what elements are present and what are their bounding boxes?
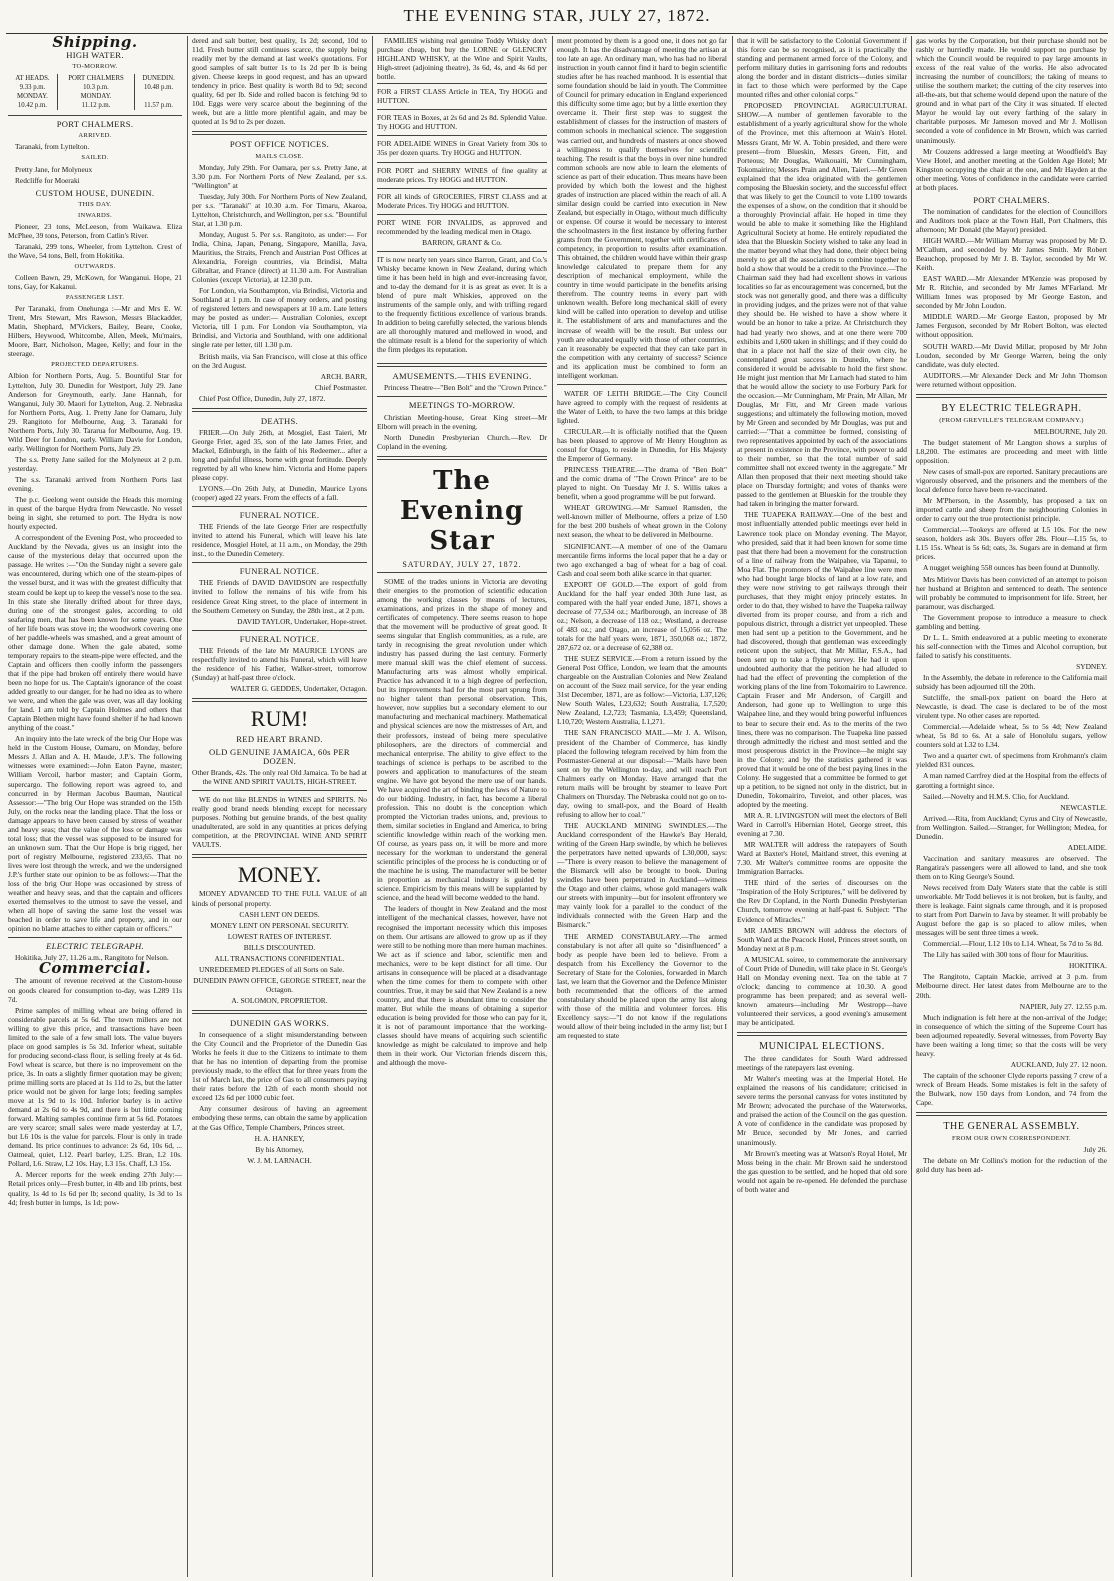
news-paragraph: The s.s. Taranaki arrived from Northern Ports last evening. <box>8 474 182 494</box>
ad-paragraph: Any consumer desirous of having an agreement embodying these terms, can obtain the same by application at the Gas Office, Temple Chambers, Princes street. <box>192 1104 367 1132</box>
news-paragraph: CIRCULAR.—It is officially notified that the Queen has been pleased to approve of Mr Henry Houghton as consul for Otago, to reside in Dunedin, for His Majesty the Emperor of Germany. <box>557 426 727 464</box>
telegram: Vaccination and sanitary measures are observed. The Rangatira's passengers were all allowed to land, and she took them on to King George's Sound. <box>916 853 1107 881</box>
news-paragraph: MR WALTER will address the ratepayers of South Ward at Baxter's Hotel, Maitland street, this evening at 7.30. Mr Walter's committee rooms are opposite the Immigration Barracks. <box>737 840 907 877</box>
shipping-item: Redcliffe for Moeraki <box>15 175 80 185</box>
column-divider <box>372 36 373 1577</box>
masthead: THE EVENING STAR, JULY 27, 1872. <box>403 6 711 25</box>
dateline: HOKITIKA. <box>1069 961 1107 971</box>
shipping-item: Colleen Bawn, 29, McKown, for Wanganui. Hope, 21 tons, Gay, for Kakanui. <box>8 272 182 292</box>
municipal-elections-heading: MUNICIPAL ELECTIONS. <box>759 1041 885 1053</box>
telegram: News received from Daly Waters state that the cable is still unworkable. Mr Todd believes it is not broken, but is faulty, and there is leakage. Faint signals came through, and it is proposed to start from Port Darwin to Java by steamer. It will probably be August before the gap is so placed to allow miles, when messages will be sent three times a week. <box>916 882 1107 938</box>
dateline: NAPIER, July 27. 12.55 p.m. <box>1019 1001 1107 1011</box>
money-heading: MONEY. <box>237 862 322 888</box>
news-paragraph: A correspondent of the Evening Post, who proceeded to Auckland by the Nevada, gives us an insight into the cause of the mysterious delay that occurred upon the passage. He writes :—"On the Sunday night a severe gale was encountered, during which one of the steam-pipes of the vessel burst, and it was with the greatest difficulty that steam could be kept up to keep the vessel's nose to the sea. In this state she literally drifted about for three days, during one of the strongest gales, according to old seafaring men, that has been known for some years. One of her life boats was stove in; the woodwork covering one of her paddle-wheels was smashed, and a great amount of other damage done. When the gale abated, some temporary repairs to the steam-pipe were effected, and the Captain and officers then coolly inform the passengers that if the pipe had broken off entirely there would have been no hope for us. The Captain's ignorance of the coast added greatly to our danger, for he had no idea as to where we were, and when the gale was over, was all day looking for land. I am told by Captain Holmes and others that Captain Blethen might have found shelter if he had known anything of the coast." <box>8 533 182 733</box>
notice-paragraph: THE Friends of DAVID DAVIDSON are respectfully invited to follow the remains of his wife from his residence Great King street, to the place of interment in the Southern Cemetery on Sunday, the 28th inst., at 2 p.m. <box>192 578 367 615</box>
divider <box>192 562 367 563</box>
notice-paragraph: FRIER.—On July 26th, at Mosgiel, East Taieri, Mr George Frier, aged 35, son of the late James Frier, and Mackel, Edinburgh, in the faith of his Redeemer... after a long and painful illness, borne with great fortitude. Deeply regretted by all who knew him. Victoria and Home papers please copy. <box>192 427 367 483</box>
outwards-label: OUTWARDS. <box>74 262 116 270</box>
news-paragraph: Hokitika, July 27, 11.26 a.m., Rangitoto for Nelson. <box>15 953 169 963</box>
column-divider <box>187 36 188 1577</box>
advertisement <box>377 162 547 188</box>
signature: Chief Postmaster. <box>314 382 367 392</box>
dateline: ADELAIDE. <box>1067 842 1107 852</box>
divider <box>8 115 182 116</box>
notice-paragraph: Tuesday, July 30th. For Northern Ports of New Zealand, per s.s. "Taranaki" at 10.30 a.m. For Timaru, Akaroa, Lyttelton, Christchurch, and Wellington, per s.s. "Bountiful Star, at 1.30 p.m. <box>192 191 367 228</box>
notice-paragraph: Monday, August 5. Per s.s. Rangitoto, as under:— For India, China, Japan, Penang, Singapore, Manilla, Java, Mauritius, the Straits, French and Austrian Post Offices at Alexandria, Foreign countries, via Brindisi, Malta Gibraltar, and France (direct) at 11.30 a.m. For Australian Colonies (except Victoria), at 12.30 p.m. <box>192 229 367 285</box>
editorial-paragraph: ment promoted by them is a good one, it does not go far enough. It has the disadvantage of meeting the artisan at too late an age. An ordinary man, who has had no liberal instruction in youth cannot find it hard to begin scientific studies after he has reached manhood. It is essential that some foundation should be laid in youth. The Committee of Council for primary education in England experienced this difficulty some time ago; but by a little exertion they overcame it. Their first step was to suggest the establishment of classes for the instruction of masters of common schools in mechanical science. The suggestion was carried out, and hundreds of masters at once showed a willingness to qualify themselves for scientific teaching. The result is that the boys in over nine hundred common schools are now able to learn the elements of science as part of their education. Thus means have been provided by which both the lowest and the highest grades of instruction are placed within the reach of all. A similar design could be carried into execution in New Zealand, but especially in Otago, without much difficulty or expense. Of course it would be necessary to interest the schoolmasters in the first instance by offering further grants from the Government, together with certificates of competency, in proportion to results after examination. This obtained, the children would have within their grasp knowledge calculated to prepare them for any description of mechanical employment, while the country in time would participate in the benefits arising therefrom. The country teems in every part with unknown wealth. Before long mechanical skill of every kind will be called into operation to develop and utilise it. The establishment of arts and manufactures and the increase of wealth will be the result. But unless our youth are educated equally with those of other countries, can it reasonably be expected that they can take part in the competition with any certainty of success? Science and its application must be combined to form an intelligent workman. <box>557 36 727 380</box>
divider <box>377 456 547 460</box>
news-paragraph: A. Mercer reports for the week ending 27th July:—Retail prices only—Fresh butter, in 4lb and 1lb prints, best quality, 1s 4d to 1s 6d per lb; second quality, 1s 3d to 1s 4d; fresh butter in lumps, 1s 1d; pow- <box>8 1170 182 1207</box>
ad-paragraph: IT is now nearly ten years since Barron, Grant, and Co.'s Whisky became known in New Zealand, during which time it has been held in high and ever-increasing favor, and to-day the demand for it is as great as ever. It is a blend of pure malt Whiskies, approved on the instruments of the sample only, and with trifling regard to the frequently fictitious excellence of various brands. In addition to being carefully selected, the various blends are all thoroughly matured and mellowed in wood, and the ultimate result is a blend for the superiority of which the firm pledges its reputation. <box>377 254 547 355</box>
ad-paragraph: FOR a FIRST CLASS Article in TEA, Try HOGG and HUTTON. <box>377 87 547 106</box>
telegram: Mrs Mirivor Davis has been convicted of an attempt to poison her husband at Brighton and sentenced to death. The sentence will probably be commuted to imprisonment for life. Street, her paramour, was discharged. <box>916 574 1107 611</box>
column-4 <box>557 36 727 1581</box>
column-2 <box>192 36 367 1581</box>
ad-paragraph: FOR all kinds of GROCERIES, FIRST CLASS and at Moderate Prices. Try HOGG and HUTTON. <box>377 191 547 210</box>
shipping-item: Taranaki, 299 tons, Wheeler, from Lyttelton. Crest of the Wave, 54 tons, Bell, from Hokitika. <box>8 241 182 260</box>
commercial-heading: Commercial. <box>38 959 152 978</box>
shipping-heading: Shipping. <box>52 36 138 51</box>
news-paragraph: Mr Brown's meeting was at Watson's Royal Hotel, Mr Moss being in the chair. Mr Brown said he understood the gas question to be settled, and he hoped that old sore would not again be re-opened. He defended the purchase of both water and <box>737 1148 907 1194</box>
advertisement <box>377 83 547 109</box>
notice-paragraph: For London, via Southampton, via Brindisi, Victoria and Southland at 1 p.m. In case of money orders, and posting of registered letters and newspapers at 10 a.m. Late letters may be posted as under:— Australian Colonies, except Victoria, till 1 p.m. For London via Southampton, via Brindisi, and Victoria and Southland, with one additional single rate per letter, till 1.30 p.m. <box>192 286 367 350</box>
rum-heading: RUM! <box>250 705 309 731</box>
tide-cell <box>135 92 182 101</box>
divider <box>192 506 367 507</box>
news-paragraph: THE SUEZ SERVICE.—From a return issued by the General Post Office, London, we learn that the amounts chargeable on the Australian Colonies and New Zealand on account of the Suez mail service, for the year ending 31st December, 1871, are as follow:—Victoria, L37,126; New South Wales, L23,632; South Australia, L7,520; New Zealand, L2,723; Tasmania, L3,459; Queensland, L10,720; Western Australia, L1,271. <box>557 654 727 727</box>
shipping-item: Taranaki, from Lyttelton. <box>15 142 90 152</box>
advertisement <box>377 188 547 214</box>
news-paragraph: The s.s. Pretty Jane sailed for the Molyneux at 2 p.m. yesterday. <box>8 454 182 473</box>
signature: DAVID TAYLOR, Undertaker, Hope-street. <box>237 616 367 626</box>
news-paragraph: PRINCESS THEATRE.—The drama of "Ben Bolt" and the comic drama of "The Crown Prince" are to be played to night. On Tuesday Mr J. S. Willis takes a benefit, when a good programme will be put forward. <box>557 465 727 502</box>
port-chalmers-heading: PORT CHALMERS. <box>973 194 1050 205</box>
signature: H. A. HANKEY, <box>254 1133 305 1143</box>
ad-line: DUNEDIN PAWN OFFICE, GEORGE STREET, near the Octagon. <box>193 975 366 994</box>
divider <box>192 790 367 791</box>
divider <box>916 394 1107 398</box>
news-paragraph: MR A. R. LIVINGSTON will meet the electors of Bell Ward in Carroll's Hibernian Hotel, George street, this evening at 7.30. <box>737 810 907 839</box>
post-office-heading: POST OFFICE NOTICES. <box>229 139 330 150</box>
notice-paragraph: Princess Theatre—"Ben Bolt" and the "Crown Prince." <box>384 383 547 393</box>
news-paragraph: EAST WARD.—Mr Alexander M'Kenzie was proposed by Mr R. Ritchie, and seconded by Mr James M'Farland. Mr William Innes was proposed by Mr George Easton, and seconded by Mr John Loudon. <box>916 274 1107 311</box>
mails-close-label: MAILS CLOSE. <box>255 152 304 160</box>
tide-cell: 11.12 p.m. <box>57 101 134 110</box>
ad-line: MONEY LENT ON PERSONAL SECURITY. <box>210 920 349 930</box>
news-paragraph: SOUTH WARD.—Mr David Millar, proposed by Mr John Loudon, seconded by Mr George Warren, being the only candidate, was duly elected. <box>916 341 1107 369</box>
signature: ARCH. BARR, <box>320 371 367 381</box>
news-paragraph: The nomination of candidates for the election of Councillors and Auditors took place at the Town Hall, Port Chalmers, this afternoon; Mr Donald (the Mayor) presided. <box>916 206 1107 234</box>
ad-paragraph: FOR PORT and SHERRY WINES of fine quality at moderate prices. Try HOGG and HUTTON. <box>377 165 547 184</box>
telegram: In the Assembly, the debate in reference to the California mail subsidy has been adjourned till the 20th. <box>916 673 1107 692</box>
editorial-paragraph: SOME of the trades unions in Victoria are devoting their energies to the promotion of scientific education among the working classes by means of lectures, examinations, and prizes in the shape of money and certificates of competency. There seems reason to hope that the movement will be productive of great good. It seems singular that English communities, as a rule, are tardy in recognising the great revolution under which industry has passed during the last century. Formerly mere manual skill was the chief element of success. Manufacturing arts was almost wholly empirical. Practice has advanced it to a high degree of perfection, but its improvements had for the most part sprung from no higher talent than personal observation. This, however, now supplies but a secondary element to our manufacturing and mechanical machinery. Mathematical and physical sciences are now the mistresses of Art, and their professors, instead of being mere speculative philosophers, are the directors of commercial and mechanical enterprise. The ability to give effect to the teachings of science is perhaps to be ascribed to the powers and application to manufactures of the steam engine. We have got beyond the mere use of our hands. We have acquired the art of binding the laws of Nature to do our bidding. Industry, in fact, has become a liberal profession. This no doubt is the conception which prompted the Victorian trades unions, and, previous to them, similar societies in England and America, to bring scientific knowledge within reach of the working men. Of course, as years pass on, it will be more and more necessary for the workman to understand the general scientific principles of the process he is conducting or of the machine he is using. The manufacturer will be better in proportion as mechanical industry is guided by science. Empiricism by this means will be supplanted by science, and the head will become wedded to the hand. <box>377 576 547 903</box>
tide-cell: MONDAY. <box>17 93 48 101</box>
ad-paragraph: FAMILIES wishing real genuine Toddy Whisky don't purchase cheap, but buy the LORNE or GLENCRY HIGHLAND WHISKY, at the Wine and Spirit Vaults, High-street (adjoining theatre), 3s 6d, 4s, and 4s 6d per bottle. <box>377 36 547 82</box>
signature: Chief Post Office, Dunedin, July 27, 1872. <box>199 393 326 403</box>
telegram: New cases of small-pox are reported. Sanitary precautions are vigorously observed, and the prisoners and the members of the local defence force have been re-vaccinated. <box>916 467 1107 495</box>
tide-cell: DUNEDIN. <box>135 74 182 83</box>
telegram: Two and a quarter cwt. of specimens from Krohmann's claim yielded 831 ounces. <box>916 751 1107 770</box>
column-divider <box>732 36 733 1577</box>
inwards-label: INWARDS. <box>77 211 113 219</box>
column-6 <box>916 36 1107 1581</box>
dateline: July 26. <box>1083 1145 1107 1155</box>
telegram: Arrived.—Rita, from Auckland; Cyrus and City of Newcastle, from Wellington. Sailed.—Stranger, for Wellington; Medea, for Dunedin. <box>916 813 1107 841</box>
rum-offer: OLD GENUINE JAMAICA, 60s PER DOZEN. <box>209 747 350 767</box>
news-paragraph: Mr Couzens addressed a large meeting at Woodfield's Bay View Hotel, and another meeting at the Golden Age Hotel; Mr Kingston occupying the chair at the one, and Mr Hayden at the other meeting. Votes of confidence in the candidate were carried at both places. <box>916 146 1107 192</box>
news-paragraph: that it will be satisfactory to the Colonial Government if this force can be so recognised, as it is practically the standing and permanent armed force of the Colony, and perform military duties in garrisoning forts and redoubts along the border and in distant districts—duties similar in fact to those which were performed by the Cape mounted rifles and other colonial corps." <box>737 36 907 100</box>
shipping-item: Pretty Jane, for Molyneux <box>15 164 93 174</box>
telegram: Sailed.—Novelty and H.M.S. Clio, for Auckland. <box>923 791 1070 801</box>
news-paragraph: The amount of revenue received at the Custom-house on goods cleared for consumption to-day, was L289 11s 7d. <box>8 976 182 1004</box>
ad-paragraph: MONEY ADVANCED TO THE FULL VALUE of all kinds of personal property. <box>192 889 367 908</box>
notice-paragraph: British mails, via San Francisco, will close at this office on the 3rd August. <box>192 351 367 370</box>
news-paragraph: The three candidates for South Ward addressed meetings of the ratepayers last evening. <box>737 1054 907 1073</box>
high-water-heading: HIGH WATER. <box>66 50 124 61</box>
general-assembly-heading: THE GENERAL ASSEMBLY. <box>943 1121 1080 1133</box>
divider <box>557 384 727 385</box>
passenger-list: Per Taranaki, from Onehunga :—Mr and Mrs E. W. Trent, Mrs Stewart, Mrs Rawson, Messrs Blackadder, Matin, Shephard, M'Vickers, Bailey, Beare, Cooke, Hilbers, Heywood, Whitcombe, Allen, Meek, Mu'mairs, Moore, Barr, Nicholson, Magee, Kelly; and four in the steerage. <box>8 304 182 359</box>
telegram: The Lily has sailed with 300 tons of flour for Mauritius. <box>923 950 1089 960</box>
telegraph-heading: BY ELECTRIC TELEGRAPH. <box>941 402 1082 414</box>
column-divider <box>911 36 912 1577</box>
news-paragraph: AUDITORS.—Mr Alexander Deck and Mr John Thomson were returned without opposition. <box>916 370 1107 389</box>
divider <box>192 630 367 631</box>
divider <box>737 1032 907 1036</box>
signature: W. J. M. LARNACH. <box>247 1155 312 1165</box>
ad-line: BILLS DISCOUNTED. <box>243 942 316 952</box>
notice-paragraph: Christian Meeting-house, Great King street—Mr Elborn will preach in the evening. <box>377 412 547 431</box>
news-paragraph: The p.c. Geelong went outside the Heads this morning in quest of the barque Hydra from Newcastle. No vessel being in sight, she returned to port. The Hydra is now hourly expected. <box>8 495 182 532</box>
ad-line: ALL TRANSACTIONS CONFIDENTIAL. <box>214 953 345 963</box>
telegram: A man named Carrfrey died at the Hospital from the effects of garotting a fortnight since. <box>916 771 1107 790</box>
advertisement <box>377 109 547 135</box>
news-paragraph: WATER OF LEITH BRIDGE.—The City Council have agreed to comply with the request of residents at the Water of Leith, to have the two lamps at this bridge lighted. <box>557 388 727 425</box>
news-paragraph: An inquiry into the late wreck of the brig Our Hope was held in the Custom House, Oamaru, on Monday, before Messrs J. Allan and A. H. Maude, J.P.'s. The following witnesses were examined:—John Eaton Payne, master; William Vercoil, harbor master; and Captain Gorm, supercargo. The following report was agreed to, and concurred in by Herman Jacobus Bauman, Nautical Assessor:—"The brig Our Hope was stranded on the 15th July, on the rocks near the landing place. That the loss or damage appears to have been caused by stress of weather and heavy seas; that the value of the loss or damage was total loss; that the vessel was supposed to be insured for an unknown sum. That the Our Hope is brig rigged, her port of registry Melbourne, registered 233,65. That no lives were lost through the wreck, and we the undersigned J.P.'s further state our opinion to be as follows:—That the loss of the brig Our Hope was occasioned by stress of weather and heavy seas, and that the captain and officers exerted themselves to the utmost to save the vessel, and when all hope of saving the same lost the vessel was beached in order to save life and property, and in our opinion no blame attaches to either captain or officers." <box>8 734 182 934</box>
port-chalmers-heading: PORT CHALMERS. <box>56 119 134 130</box>
ad-paragraph: FOR TEAS in Boxes, at 2s 6d and 2s 8d. Splendid Value. Try HOGG and HUTTON. <box>377 113 547 132</box>
telegram: Dr L. L. Smith endeavored at a public meeting to exonerate his self-connection with the Times and Alcohol corruption, but failed to satisfy his constituents. <box>916 632 1107 660</box>
divider <box>192 698 367 702</box>
news-paragraph: EXPORT OF GOLD.—The export of gold from Auckland for the half year ended 30th June last, as compared with the half year ended June, 1871, shows a decrease of 77,534 oz.; Marlborough, an increase of 38 oz.; Nelson, a decrease of 118 oz.; Westland, a decrease of 483 oz.; and Otago, an increase of 15,056 oz. The totals for the half years were, 1871, 350,068 oz.; 1872, 287,672 oz. or a decrease of 62,388 oz. <box>557 579 727 653</box>
advertisement <box>377 214 547 251</box>
divider <box>8 937 182 938</box>
divider <box>192 854 367 858</box>
ad-paragraph: FOR ADELAIDE WINES in Great Variety from 30s to 35s per dozen quarts. Try HOGG and HUTTON. <box>377 139 547 158</box>
news-paragraph: THE TUAPEKA RAILWAY.—One of the best and most influentially attended public meetings ever held in Lawrence took place on Monday evening. The Mayor, who presided, said that it had been known for some time past that there had been a movement for the construction of a line of railway from the Waipahee, via Tapanui, to Moa Flat. The promoters of the Waipahee line were men who had bought large blocks of land at a low rate, and they were now striving to get railways through their purchases, that they might enjoy princely estates. In order to do that, they wished to have the Tuapeka railway diverted from its proper course, and from a rich and populous district, through a district yet unpeopled. These men had sent up a petition to the Government, and he had discovered, though that gentleman was exceedingly reticent upon the subject, that Mr Millar, F.S.A., had been sent up to take a flying survey. He had it upon undoubted authority that the petition he had alluded to had had the effect of preventing the completion of the working plans of the line from Tokomairiro to Lawrence. Captain Fraser and Mr Anderson, of Cargill and Anderson, had gone up to Wellington to urge this Waipahee line, and they would bring powerful influences to bear to secure their end. As to the merits of the two lines, there was no comparison. The Tuapeka line passed through admittedly the richest and most settled and the most prosperous district in the Province—he might say in the Colony; and by the statistics gathered it was proved that it would be one of the best paying lines in the Colony. He suggested that a committee be formed to get up a petition, to be signed not only in the district, but in Dunedin, Tokomairiro, Tuveiot, and other places, was adopted by the meeting. <box>737 510 907 809</box>
dateline: MELBOURNE, July 20. <box>1033 426 1107 436</box>
telegram: The budget statement of Mr Langton shows a surplus of L8,200. The estimates are proceeding and meet with little opposition. <box>916 437 1107 465</box>
news-paragraph: A MUSICAL soiree, to commemorate the anniversary of Court Pride of Dunedin, will take place in St. George's Hall on Monday evening next. Tea on the table at 7 o'clock; dancing to commence at 10.30. A good programme has been prepared; and as several well-known amateurs—including Mr Westropp—have volunteered their services, a good evening's amusement may be anticipated. <box>737 954 907 1028</box>
tide-cell: PORT CHALMERS <box>57 74 134 83</box>
telegram: The Government propose to introduce a measure to check gambling and betting. <box>916 612 1107 631</box>
divider <box>916 1112 1107 1116</box>
ad-paragraph: WE do not like BLENDS in WINES and SPIRITS. No really good brand needs blending except for necessary purposes. Nothing but genuine brands, of the best quality unadulterated, are sold in any quantities at prices defying competition, at the PROVINCIAL WINE AND SPIRIT VAULTS. <box>192 795 367 850</box>
ad-paragraph: UNREDEEMED PLEDGES of all Sorts on Sale. <box>199 964 345 974</box>
electric-telegraph-heading: ELECTRIC TELEGRAPH. <box>46 941 144 952</box>
passenger-list-label: PASSENGER LIST. <box>65 294 125 302</box>
signature: By his Attorney, <box>255 1144 304 1154</box>
telegram: Sutcliffe, the small-pox patient on board the Hero at Newcastle, is dead. The case is declared to be of the most virulent type. No other cases are reported. <box>916 693 1107 721</box>
rum-brand: RED HEART BRAND. <box>236 733 323 744</box>
tide-cell: MONDAY. <box>57 92 134 101</box>
gas-works-heading: DUNEDIN GAS WORKS. <box>229 1017 330 1028</box>
telegram: Much indignation is felt here at the non-arrival of the Judge; in consequence of which the sitting of the Supreme Court has been adjourned repeatedly. Several witnesses, from Poverty Bay have been waiting a long time; so that the costs will be very heavy. <box>916 1012 1107 1058</box>
notice-paragraph: North Dunedin Presbyterian Church.—Rev. Dr Copland in the evening. <box>377 432 547 451</box>
tide-cell: 9.33 p.m. <box>19 84 46 92</box>
dateline: SATURDAY, JULY 27, 1872. <box>377 560 547 573</box>
notice-paragraph: Monday, July 29th. For Oamara, per s.s. Pretty Jane, at 3.30 p.m. For Northern Ports of New Zealand, per s.s. "Wellington" at <box>192 162 367 190</box>
funeral-notice-heading: FUNERAL NOTICE. <box>239 633 320 644</box>
ad-line: CASH LENT ON DEEDS. <box>239 909 320 919</box>
news-paragraph: gas works by the Corporation, but their purchase should not be rashly or hurriedly made. He would support no purchase by which the Council would be required to pay large amounts in excess of the real value of the works. He also advocated increasing the number of councillors; the taking of means to utilise the southern market; the cutting of the city reserves into all-the-ats, but that scheme would depend upon the nature of the ground and in what part of the City it was situated. If elected Mayor he would lay out every farthing of the salary in charitable purposes. Mr Jameson moved and Mr J. Mollison seconded a vote of confidence in Mr Brown, which was carried unanimously. <box>916 36 1107 145</box>
correspondent-label: FROM OUR OWN CORRESPONDENT. <box>952 1135 1071 1143</box>
tide-cell: AT HEADS. <box>15 75 50 83</box>
news-paragraph: dered and salt butter, best quality, 1s 2d; second, 10d to 11d. Fresh butter still continues scarce, the supply being readily met by the demand at last week's quotations. For good samples of salt butter 1s to 1s 2d per lb is being given. Cheese keeps in good request, and has an upward tendency in price. Best quality is worth 8d to 9d; second quality, 6d per lb. Side and rolled bacon is fetching 9d to 10d. Eggs were very scarce about the beginning of the week, but are a little more plentiful again, and may be quoted at 1s 9d to 2s per dozen. <box>192 36 367 127</box>
telegram: Commercial.—Flour, L12 10s to L14. Wheat, 5s 7d to 5s 8d. <box>923 939 1104 949</box>
arrived-label: ARRIVED. <box>78 132 112 140</box>
news-paragraph: WHEAT GROWING.—Mr Samuel Ramsden, the well-known miller of Melbourne, offers a prize of L50 for the best 200 bushels of wheat grown in the Colony next season, the wheat to be delivered in Melbourne. <box>557 503 727 540</box>
notice-paragraph: LYONS.—On 26th July, at Dunedin, Maurice Lyons (cooper) aged 22 years. From the effects of a fall. <box>192 484 367 503</box>
news-paragraph: THE ARMED CONSTABULARY.—The armed constabulary is not after all quite so "disinfluenced" a body as people have been led to believe. From a despatch from his Excellency the Governor to the Secretary of State for the Colonies, forwarded in March last, we learn that the Governor and the Defence Minister both recommended that the officers of the armed constabulary should be placed upon the army list along with those of the militia and volunteer forces. His Excellency says:—"I do not know if the regulations would allow of their being included in the army list; but I am requested to state <box>557 931 727 1041</box>
divider <box>377 396 547 397</box>
amusements-heading: AMUSEMENTS.—THIS EVENING. <box>392 371 532 382</box>
telegram: The Rangitoto, Captain Mackie, arrived at 3 p.m. from Melbourne direct. Her latest dates from Melbourne are to the 20th. <box>916 972 1107 1000</box>
signature: WALTER G. GEDDES, Undertaker, Octagon. <box>230 683 367 693</box>
divider <box>377 363 547 367</box>
ad-line: A. SOLOMON, PROPRIETOR. <box>231 995 328 1005</box>
divider <box>192 131 367 135</box>
this-day-label: THIS DAY. <box>78 200 112 208</box>
column-1 <box>8 36 182 1581</box>
projected-departures-label: PROJECTED DEPARTURES. <box>51 361 139 369</box>
tide-cell: 10.42 p.m. <box>17 102 47 110</box>
news-paragraph: HIGH WARD.—Mr William Murray was proposed by Mr D. M'Callum, and seconded by Mr James Smith. Mr Robert Beauchop, proposed by Mr J. B. Taylor, seconded by Mr W. Keith. <box>916 235 1107 273</box>
tide-table <box>8 74 182 110</box>
editorial-paragraph: The leaders of thought in New Zealand and the most intelligent of the mechanical classes, however, have not recognised the important necessity which this imposes on them. Our artisans are allowed to grow up as if they were still to be nothing more than mere human machines. We act as if science and labor, scientific men and mechanics, were to be kept distinct for all time. Our artisans in consequence will be placed at a disadvantage when the time comes for them to compete with other countries. True, it may be said that New Zealand is a new country, and that there is abundant time to consider the matter. But while the means of obtaining a superior education is being provided for those who can pay for it, it is not of paramount importance that the working-classes should have means of acquiring such scientific knowledge as might be calculated to improve and help them in their work. Our Victorian friends discern this, and although the move- <box>377 904 547 1068</box>
dateline: AUCKLAND, July 27. 12 noon. <box>1010 1059 1107 1069</box>
news-paragraph: THE SAN FRANCISCO MAIL.—Mr J. A. Wilson, president of the Chamber of Commerce, has kindly placed the following telegram received by him from the Postmaster-General at our disposal:—"Mails have been sent on by the Wellington to-day, and will reach Port Chalmers early on Monday. Have arranged that the return mails will be brought by steamer to leave Port Chalmers on Thursday. The Nebraska could not go on to-day, owing to small-pox, and the Board of Health refusing to allow her to coal." <box>557 728 727 819</box>
dateline: NEWCASTLE. <box>1060 802 1107 812</box>
column-divider <box>552 36 553 1577</box>
advertisement <box>377 251 547 359</box>
ad-paragraph: Other Brands, 42s. The only real Old Jamaica. To be had at the WINE AND SPIRIT VAULTS, HIGH-STREET. <box>192 768 367 787</box>
telegram: The debate on Mr Collins's motion for the reduction of the gold duty has been ad- <box>916 1156 1107 1175</box>
telegraph-source: (FROM GREVILLE'S TELEGRAM COMPANY.) <box>939 416 1084 424</box>
news-paragraph: THE third of the series of discourses on the "Inspiration of the Holy Scriptures," will be delivered by the Rev Dr Copland, in the North Dunedin Presbyterian Church, tomorrow evening at half-past 6. Subject: "The Evidence of Miracles." <box>737 878 907 924</box>
telegram: Mr M'Pherson, in the Assembly, has proposed a tax on imported cattle and sheep from the neighbouring Colonies in order to carry out the true protectionist principle. <box>916 496 1107 524</box>
funeral-notice-heading: FUNERAL NOTICE. <box>239 566 320 577</box>
telegram: The captain of the schooner Clyde reports passing 7 crew of a wreck of Bream Heads. Some mistakes is felt in the safety of the Bulwark, now 150 days from London, and 74 from the Cape. <box>916 1070 1107 1108</box>
news-paragraph: Prime samples of milling wheat are being offered in considerable parcels at 5s 6d. The town millers are not willing to give this price, and transactions have been limited to the sale of a few small lots. The value buyers place on good samples is 5s 3d. Inferior wheat, suitable for producing second-class flour, is selling freely at 4s 6d. Fowl wheat is scarce, but there is no improvement on the price, 3s. In oats a slightly firmer quotation may be given; prime milling sorts are placed at 1s 11d to 2s, but the latter price would not be given for large lots; feeding samples move at 1s 9d to 1s 10d. Inferior barley is in active demand at 2s 6d to 4s 9d, and there is but little coming forward. Malting samples continue firm at 5s 6d. Potatoes are very scarce; small sales were made yesterday at L7, but L6 10s is the value for parcels. Flour is only in trade demand. Its price continues to advance: 2s 6d, 10s 6d, ... Oatmeal, quiet, L12. Pearl barley, L25. Bran, L2 10s. Pollard, L6. Straw, L2 10s. Hay, L3 15s. Chaff, L3 15s. <box>8 1005 182 1169</box>
shipping-item: Pioneer, 23 tons, McLeeson, from Waikawa. Eliza McPhee, 39 tons, Peterson, from Catlin's River. <box>8 221 182 240</box>
departures-list: Albion for Northern Ports, Aug. 5. Bountiful Star for Lyttelton, July 30. Dunedin for Westport, July 29. Jane Anderson for Greymouth, early. Jane Hannah, for Wanganui, July 30. Maori for Lyttelton, Aug. 2. Nebraska for Northern Ports, Aug. 1. Pretty Jane for Oamaru, July 29. Rangitoto for Melbourne, Aug. 3. Taranaki for Northern Ports, July 30. Tararua for Melbourne, Aug. 19. Wild Deer for London, early. William Davie for London, early. Wellington for Northern Ports, July 29. <box>8 371 182 453</box>
tide-cell: 10.3 p.m. <box>57 83 134 92</box>
advertisement <box>377 135 547 161</box>
news-paragraph: PROPOSED PROVINCIAL AGRICULTURAL SHOW.—A number of gentlemen favorable to the establishment of a yearly agricultural show for the whole of the Province, met this afternoon at Wain's Hotel. Messrs Grant, Mr W. A. Tobin presided, and there were present—from Blueskin, Messrs Green, Fitt, and Porteous; Mr Douglas, Waikouaiti, Mr Cunningham, Tokomairiro; Messrs Prain and Allen, Taieri.—Mr Green explained that the idea originated with the gentlemen composing the Blueskin society, and the successful effect that was likely to get the Council to vote L100 towards the expenses of a show, on the condition that it should be a thoroughly Provincial affair. He hoped in time they would be able to make it something like the Highland Agricultural Society at home. He entirely repudiated the idea that the Blueskin Society wished to take any lead in the matter beyond what they had done, their object being merely to get all the associations to combine together to hold a show that would be a credit to the Province.—The Chairman said they had had excellent shows in various localities so far as encouragement was concerned, but the stock was not generally good, and there was a difficulty in providing judges, and the prizes were not of that value they should be. He wished to have a show where it would be an honor to take a prize. At Christchurch they had had yearly two shows, and at one there were 700 exhibits and 1,600 taken in shillings; and if they could do that in a place not half the size of their own city, he contemplated great success in Dunedin, where he considered it would be advisable to hold the first show. He might just mention that Mr Larnach had stated to him that he would allow the society to use Forbury Park for the occasion.—Mr Cunningham, Mr Prain, Mr Allan, Mr Douglas, Mr Fitt, and Mr Green made various suggestions; and ultimately the following motion, moved by Mr Green and seconded by Mr Douglas, was put and carried:—"That a committee be formed, consisting of two representatives appointed by each of the associations at present in existence in the Province, with power to add to their number, so that the total number of said committee shall not exceed twenty in the aggregate." Mr Allan then proposed that their next meeting should take place on Thursday fortnight; and votes of thanks were passed to the gentlemen at Blueskin for the trouble they had taken in bringing the matter forward. <box>737 101 907 509</box>
masthead-rule <box>6 33 1108 34</box>
funeral-notice-heading: FUNERAL NOTICE. <box>239 510 320 521</box>
news-paragraph: Mr Walter's meeting was at the Imperial Hotel. He explained the reasons of his candidature; criticised in severe terms the personal canvass for votes instituted by Mr Brown; advocated the purchase of the Waterworks, and praised the action of the Council on the gas question. A vote of confidence in the candidate was proposed by Mr Bruce, seconded by Mr Jones, and carried unanimously. <box>737 1074 907 1147</box>
news-paragraph: THE AUCKLAND MINING SWINDLES.—The Auckland correspondent of the Hawke's Bay Herald, writing of the Green Harp swindle, by which he believes the perpetrators have netted upwards of L30,000, says:—"There is every reason to believe the management of the Bismarck will also be brought to book. During swindles have been perpetrated in Auckland—witness the Otago and other claims, whose gold managers walk our streets with impunity—but for insolent effrontery we may vainly look for a parallel to the conduct of the individuals connected with the Green Harp and the Bismarck." <box>557 820 727 930</box>
news-paragraph: SIGNIFICANT.—A member of one of the Oamaru mercantile firms informs the local paper that he a day or two ago exchanged a bag of wheat for a bag of coal. Cash and coal seem both alike scarce in that quarter. <box>557 541 727 578</box>
dateline: SYDNEY. <box>1076 661 1107 671</box>
notice-paragraph: THE Friends of the late George Frier are respectfully invited to attend his Funeral, which will leave his late residence, Mosgiel Hotel, at 11 a.m., on Monday, the 29th inst., to the Dunedin Cemetery. <box>192 522 367 559</box>
divider <box>192 1010 367 1014</box>
news-paragraph: MIDDLE WARD.—Mr George Easton, proposed by Mr James Ferguson, seconded by Mr Robert Bolton, was elected without opposition. <box>916 312 1107 340</box>
notice-paragraph: THE Friends of the late Mr MAURICE LYONS are respectfully invited to attend his Funeral, which will leave the residence of his Father, Walker-street, tomorrow (Sunday) at half-past three o'clock. <box>192 645 367 682</box>
deaths-heading: DEATHS. <box>260 415 299 426</box>
news-paragraph: MR JAMES BROWN will address the electors of South Ward at the Peacock Hotel, Princes street south, on Monday next at 8 p.m. <box>737 925 907 953</box>
meetings-heading: MEETINGS TO-MORROW. <box>408 400 516 411</box>
ad-signature: BARRON, GRANT & Co. <box>422 237 502 247</box>
custom-house-heading: CUSTOM HOUSE, DUNEDIN. <box>35 187 155 198</box>
telegram: Commercial.—Adelaide wheat, 5s to 5s 4d; New Zealand wheat, 5s 8d to 6s. At a sale of Honolulu sugars, yellow counters sold at L32 to L34. <box>916 722 1107 750</box>
telegram: Commercial.—Tookeys are offered at L5 10s. For the new season, holders ask 30s. Buyers offer 28s. Flour—L15 5s, to L15 15s. Wheat is 5s 6d; oats, 3s. Sugars are in demand at firm prices. <box>916 525 1107 562</box>
tide-cell: 11.57 p.m. <box>135 101 182 110</box>
telegram: A nugget weighing 558 ounces has been found at Dunnolly. <box>923 563 1100 573</box>
tomorrow-label: TO-MORROW. <box>72 63 118 71</box>
ad-line: LOWEST RATES OF INTEREST. <box>227 931 332 941</box>
ad-paragraph: In consequence of a slight misunderstanding between the City Council and the Proprietor of the Dunedin Gas Works he feels it due to the Citizens to intimate to them that he has no intention of departing from the promise previously made, to the effect that for three years from the 1st of March last, the price of Gas to all consumers paying their rates before the 12th of each month should not exceed 12s 6d per 1000 cubic feet. <box>192 1030 367 1103</box>
ad-paragraph: PORT WINE FOR INVALIDS, as approved and recommended by the leading medical men in Otago. <box>377 217 547 236</box>
divider <box>192 408 367 412</box>
tide-cell: 10.48 p.m. <box>135 83 182 92</box>
sailed-label: SAILED. <box>81 154 109 162</box>
paper-title: The Evening Star <box>399 465 525 556</box>
column-5 <box>737 36 907 1581</box>
column-3 <box>377 36 547 1581</box>
